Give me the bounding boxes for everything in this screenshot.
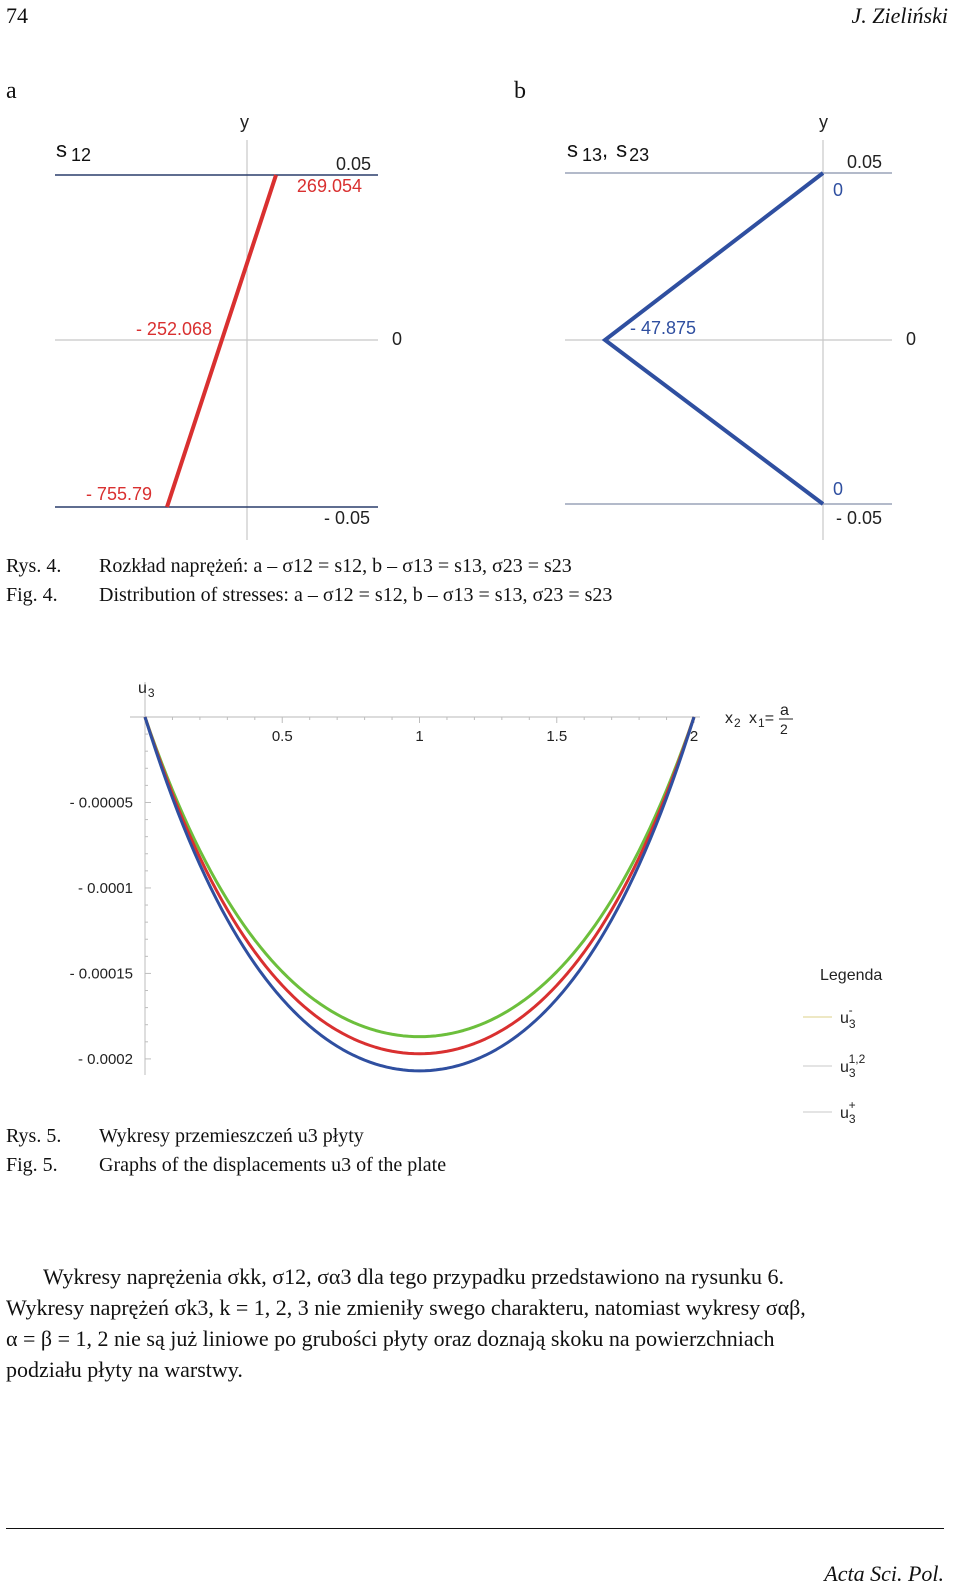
fig4-caption-pl-label: Rys. 4. [6, 555, 62, 577]
mid-y-label: 0 [392, 329, 403, 349]
x1-fraction-num: a [780, 702, 789, 719]
stress-line-s13-s23 [605, 173, 823, 504]
legend-label: $u_3+$ [840, 1098, 856, 1126]
value-mid: - 252.068 [135, 319, 212, 339]
s-label: s 12 [56, 137, 92, 165]
fig5-caption-en: Graphs of the displacements u3 of the plate [99, 1154, 447, 1176]
value-top: 269.054 [296, 176, 362, 196]
stress-chart-a [0, 100, 470, 550]
x-tick-label: 1.5 [546, 728, 568, 745]
panel-a-letter: a [6, 78, 17, 104]
fig4-caption-en: Distribution of stresses: a – σ12 = s12, b – σ13 = s13, σ23 = s23 [99, 584, 613, 606]
y-minor-ticks [145, 734, 151, 1059]
stress-line-s12 [167, 175, 276, 507]
legend-title: Legenda [820, 967, 883, 984]
y-axis-label: $u_3$ [138, 680, 155, 700]
legend-item-u3-minus [803, 1003, 856, 1031]
fig5-caption-pl-label: Rys. 5. [6, 1125, 62, 1147]
x-axis-label: $x_2$ [725, 710, 741, 730]
series-line-2 [145, 717, 694, 1071]
value-bottom: - 755.79 [85, 484, 152, 504]
panel-b-letter: b [514, 78, 526, 104]
fig5-caption-en-label: Fig. 5. [6, 1154, 58, 1176]
displacement-chart [0, 670, 960, 1140]
legend-label: $u_3-$ [840, 1003, 856, 1031]
y-tick-labels [70, 794, 133, 1067]
fig4-caption-pl: Rozkład naprężeń: a – σ12 = s12, b – σ13 = s13, σ23 = s23 [99, 555, 572, 577]
footer-journal: Acta Sci. Pol. [824, 1561, 944, 1586]
series-line-1 [145, 717, 694, 1054]
legend-item-u3-plus [803, 1098, 856, 1126]
footer-rule [6, 1528, 944, 1529]
y-axis-label: y [819, 112, 828, 132]
top-y-label: 0.05 [335, 154, 371, 174]
value-top: 0 [833, 180, 844, 200]
running-author: J. Zieliński [851, 3, 948, 28]
mid-y-label: 0 [906, 329, 917, 349]
y-axis-label: y [240, 112, 249, 132]
y-tick-label: - 0.00015 [69, 965, 133, 983]
fig5-caption-pl: Wykresy przemieszczeń u3 płyty [99, 1125, 364, 1147]
stress-chart-b [470, 100, 950, 550]
y-tick-label: - 0.0002 [77, 1050, 133, 1068]
paragraph-line-2: Wykresy naprężeń σk3, k = 1, 2, 3 nie zmieniły swego charakteru, natomiast wykresy σαβ, [6, 1295, 806, 1320]
value-bottom: 0 [833, 479, 844, 499]
y-tick-label: - 0.0001 [77, 879, 133, 897]
paragraph-line-3: α = β = 1, 2 nie są już liniowe po grubości płyty oraz doznają skoku na powierzchniach [6, 1326, 775, 1351]
paragraph-line-1: Wykresy naprężenia σkk, σ12, σα3 dla tego przypadku przedstawiono na rysunku 6. [43, 1264, 785, 1289]
s-label: s 13, s 23 [567, 137, 650, 165]
x-tick-label: 2 [689, 728, 699, 745]
x1-condition-label: $x_1=$ [749, 710, 775, 730]
x-tick-labels [272, 728, 698, 745]
y-tick-label: - 0.00005 [69, 794, 133, 812]
fig4-caption-en-label: Fig. 4. [6, 584, 58, 606]
x1-fraction-den: 2 [780, 721, 788, 737]
bottom-y-label: - 0.05 [323, 508, 370, 528]
legend-label: $u_31,2$ [840, 1052, 866, 1080]
page-number: 74 [6, 3, 28, 28]
legend-item-u3-12 [803, 1052, 866, 1080]
value-mid: - 47.875 [630, 318, 697, 338]
x-tick-label: 0.5 [271, 728, 293, 745]
x-minor-ticks [172, 717, 694, 723]
paragraph-line-4: podziału płyty na warstwy. [6, 1357, 243, 1382]
x-tick-label: 1 [415, 728, 424, 745]
series-line-0 [145, 717, 694, 1037]
bottom-y-label: - 0.05 [835, 508, 882, 528]
top-y-label: 0.05 [846, 152, 882, 172]
series-lines [145, 717, 694, 1071]
